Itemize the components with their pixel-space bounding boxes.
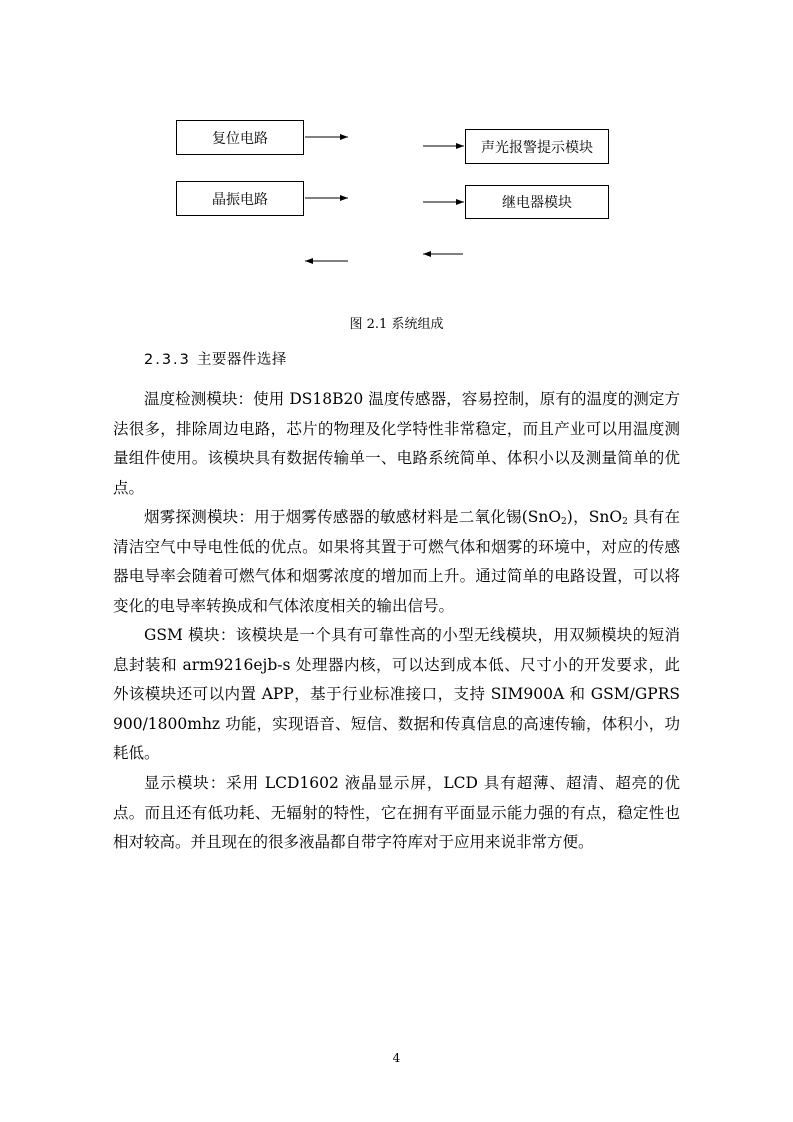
section-number: 2.3.3: [144, 352, 191, 368]
reset-circuit-label: 复位电路: [212, 130, 268, 147]
relay-module-label: 继电器模块: [502, 195, 572, 211]
section-title: 主要器件选择: [196, 352, 287, 368]
section-heading: [144, 348, 287, 369]
p2-text-c: 具有在清洁空气中导电性低的优点。如果将其置于可燃气体和烟雾的环境中，对应的传感器电导率会随着可燃气体和烟雾浓度的增加而上升。通过简单的电路设置，可以将变化的电导率转换成和气体浓度相关的输出信号。: [113, 508, 680, 615]
paragraph-temperature: 温度检测模块：使用 DS18B20 温度传感器，容易控制，原有的温度的测定方法很多，排除周边电路，芯片的物理及化学特性非常稳定，而且产业可以用温度测量组件使用。该模块具有数据传输单一、电路系统简单、体积小以及测量简单的优点。: [113, 390, 680, 497]
p2-text-b: )，SnO: [566, 508, 623, 526]
diagram-arrows: [0, 0, 793, 300]
p2-subscript-1: 2: [561, 517, 567, 527]
crystal-circuit-label: 晶振电路: [212, 191, 268, 208]
paragraph-gsm: GSM 模块：该模块是一个具有可靠性高的小型无线模块，用双频模块的短消息封装和 arm9216ejb-s 处理器内核，可以达到成本低、尺寸小的开发要求，此外该模块还可以内置 APP，基于行业标准接口，支持 SIM900A 和 GSM/GPRS 900/1800mhz 功能，实现语音、短信、数据和传真信息的高速传输，体积小，功耗低。: [113, 626, 680, 762]
alarm-module-label: 声光报警提示模块: [481, 139, 593, 156]
p2-subscript-2: 2: [622, 517, 628, 527]
paragraph-display: 显示模块：采用 LCD1602 液晶显示屏，LCD 具有超薄、超清、超亮的优点。而且还有低功耗、无辐射的特性，它在拥有平面显示能力强的有点，稳定性也相对较高。并且现在的很多液晶都自带字符库对于应用来说非常方便。: [113, 774, 680, 851]
figure-caption: 图 2.1 系统组成: [349, 317, 444, 332]
paragraph-smoke: [113, 503, 680, 621]
page-number: 4: [392, 1051, 401, 1065]
p2-text-a: 烟雾探测模块：用于烟雾传感器的敏感材料是二氧化锡(SnO: [144, 508, 562, 526]
